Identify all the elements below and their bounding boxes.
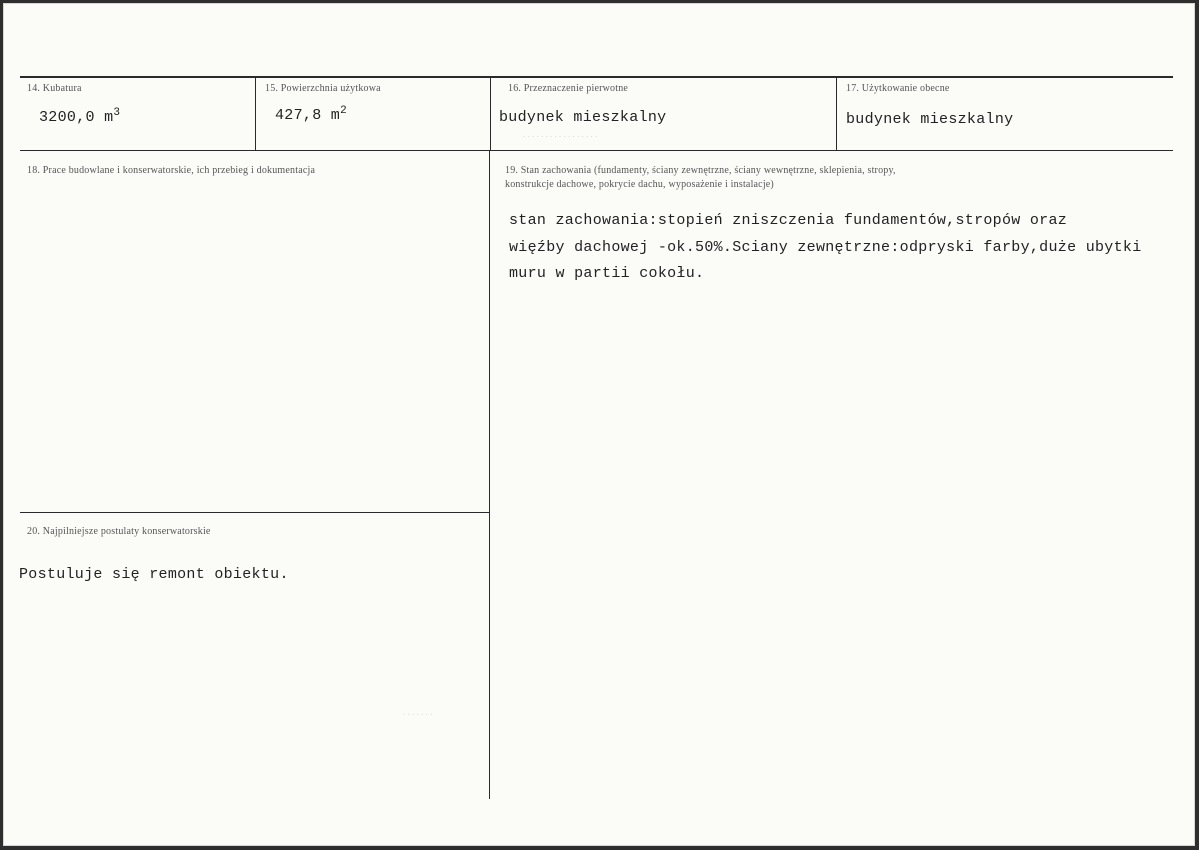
field-14-value: 3200,0 $m^3$ [39,107,121,126]
field-18-label: 18. Prace budowlane i konserwatorskie, ich przebieg i dokumentacja [27,165,316,176]
unit-exponent: 3 [113,107,121,119]
center-vertical-rule [489,151,490,799]
field-20-label: 20. Najpilniejsze postulaty konserwatorskie [27,526,211,537]
unit-exponent: 2 [340,105,348,117]
field-17-value: budynek mieszkalny [846,111,1014,128]
divider-16-17 [836,76,837,151]
field-20-value: Postuluje się remont obiektu. [19,566,289,583]
divider-14-15 [255,76,256,151]
field-15-value: 427,8 $m^2$ [275,105,348,124]
field-17-label: 17. Użytkowanie obecne [846,83,950,94]
divider-15-16 [490,76,491,151]
row1-bottom-rule [20,150,1173,151]
field-14-label: 14. Kubatura [27,83,82,94]
top-rule [20,76,1173,78]
field-19-label-line2: konstrukcje dachowe, pokrycie dachu, wyposażenie i instalacje) [505,179,774,190]
section-18-bottom-rule [20,512,489,513]
field-19-text-line: stan zachowania:stopień zniszczenia fundamentów,stropów oraz [509,212,1068,229]
reverse-show-through: . . . . . . . [403,707,433,717]
field-19-label-line1: 19. Stan zachowania (fundamenty, ściany zewnętrzne, ściany wewnętrzne, sklepienia, stropy, [505,165,896,176]
field-15-label: 15. Powierzchnia użytkowa [265,83,381,94]
field-16-label: 16. Przeznaczenie pierwotne [508,83,629,94]
reverse-show-through: . . . . . . . . . . . . . . . . . [523,129,598,139]
field-19-text-line: więźby dachowej -ok.50%.Sciany zewnętrzne:odpryski farby,duże ubytki [509,239,1142,256]
field-19-text-line: muru w partii cokołu. [509,265,705,282]
record-card [3,3,1195,846]
field-16-value: budynek mieszkalny [499,109,667,126]
